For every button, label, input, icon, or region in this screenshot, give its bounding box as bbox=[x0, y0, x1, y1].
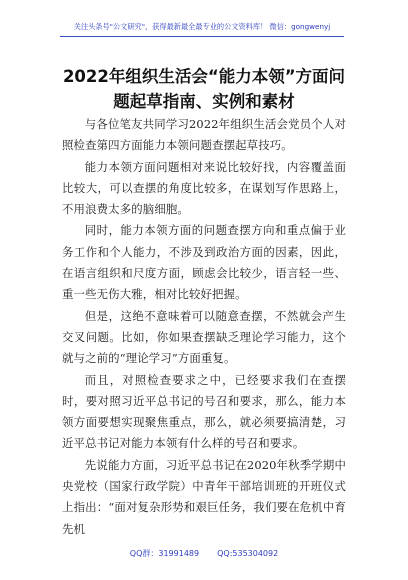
document-body bbox=[62, 114, 346, 540]
header-banner[interactable]: 关注头条号"公文研究"，获得最新最全最专业的公文资料库！ 微信：gongwenyj bbox=[60, 20, 344, 37]
paragraph: 而且，对照检查要求之中，已经要求我们在查摆时，要对照习近平总书记的号召和要求，那么，能力本领方面要想实现聚焦重点，那么，就必须要搞清楚，习近平总书记对能力本领有什么样的号召和要求。 bbox=[62, 372, 346, 451]
paragraph: 能力本领方面问题相对来说比较好找，内容覆盖面比较大，可以查摆的角度比较多，在谋划写作思路上，不用浪费太多的脑细胞。 bbox=[62, 159, 346, 217]
paragraph: 与各位笔友共同学习2022年组织生活会党员个人对照检查第四方面能力本领问题查摆起草技巧。 bbox=[62, 117, 346, 153]
document-title: 2022年组织生活会“能力本领”方面问题起草指南、实例和素材 bbox=[62, 67, 346, 111]
footer-qq-group: QQ群：31991489 bbox=[129, 549, 200, 558]
footer-contact bbox=[0, 548, 408, 559]
paragraph: 先说能力方面，习近平总书记在2020年秋季学期中央党校（国家行政学院）中青年干部培训班的开班仪式上指出：“面对复杂形势和艰巨任务，我们要在危机中育先机 bbox=[62, 457, 346, 536]
paragraph: 同时，能力本领方面的问题查摆方向和重点偏于业务工作和个人能力，不涉及到政治方面的因素，因此，在语言组织和尺度方面，顾虑会比较少，语言轻一些、重一些无伤大雅，相对比较好把握。 bbox=[62, 223, 346, 302]
footer-qq: QQ:535304092 bbox=[217, 549, 279, 558]
paragraph: 但是，这绝不意味着可以随意查摆，不然就会产生交叉问题。比如，你如果查摆缺乏理论学习能力，这个就与之前的“理论学习”方面重复。 bbox=[62, 308, 346, 366]
